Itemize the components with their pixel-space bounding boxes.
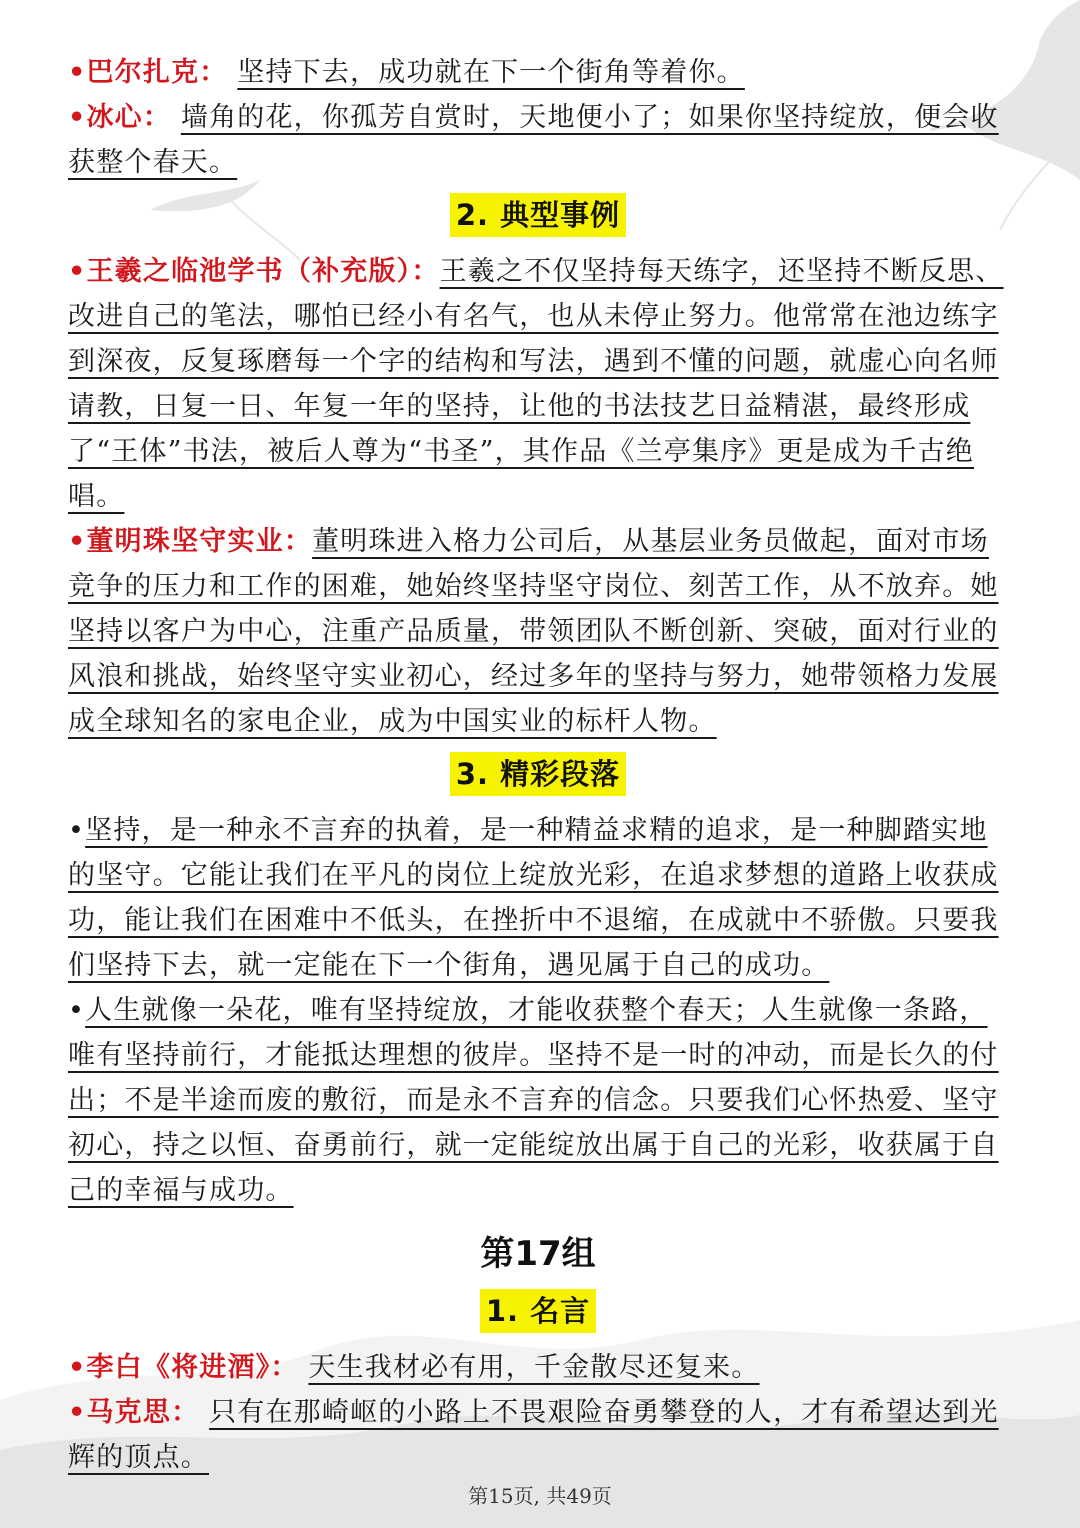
quote-balzac: •巴尔扎克： 坚持下去，成功就在下一个街角等着你。 bbox=[68, 57, 745, 88]
quote-bingxin: •冰心： 墙角的花，你孤芳自赏时，天地便小了；如果你坚持绽放，便会收获整个春天。 bbox=[68, 102, 999, 178]
quote-label: 马克思： bbox=[86, 1397, 200, 1428]
paragraph-text: 人生就像一朵花，唯有坚持绽放，才能收获整个春天；人生就像一条路，唯有坚持前行，才能抵达理想的彼岸。坚持不是一时的冲动，而是长久的付出；不是半途而废的敷衍，而是永不言弃的信念。只要我们心怀热爱、坚守初心，持之以恒、奋勇前行，就一定能绽放出属于自己的光彩，收获属于自己的幸福与成功。 bbox=[68, 995, 999, 1206]
group-title: 第17组 bbox=[480, 1234, 596, 1274]
example-dongmingzhu: •董明珠坚守实业：董明珠进入格力公司后，从基层业务员做起，面对市场竞争的压力和工作的困难，她始终坚持坚守岗位、刻苦工作，从不放弃。她坚持以客户为中心，注重产品质量，带领团队不断创新、突破，面对行业的风浪和挑战，始终坚守实业初心，经过多年的坚持与努力，她带领格力发展成全球知名的家电企业，成为中国实业的标杆人物。 bbox=[68, 526, 999, 737]
quote-text: 坚持下去，成功就在下一个街角等着你。 bbox=[237, 57, 745, 88]
paragraph-2: •人生就像一朵花，唯有坚持绽放，才能收获整个春天；人生就像一条路，唯有坚持前行，才能抵达理想的彼岸。坚持不是一时的冲动，而是长久的付出；不是半途而废的敷衍，而是永不言弃的信念。只要我们心怀热爱、坚守初心，持之以恒、奋勇前行，就一定能绽放出属于自己的光彩，收获属于自己的幸福与成功。 bbox=[68, 995, 999, 1206]
example-wangxizhi: •王羲之临池学书（补充版）：王羲之不仅坚持每天练字，还坚持不断反思、改进自己的笔法，哪怕已经小有名气，也从未停止努力。他常常在池边练字到深夜，反复琢磨每一个字的结构和写法，遇到不懂的问题，就虚心向名师请教，日复一日、年复一年的坚持，让他的书法技艺日益精湛，最终形成了“王体”书法，被后人尊为“书圣”，其作品《兰亭集序》更是成为千古绝唱。 bbox=[68, 256, 1004, 512]
quote-text: 天生我材必有用，千金散尽还复来。 bbox=[308, 1352, 760, 1383]
section-heading-quotes: 1. 名言 bbox=[480, 1289, 596, 1333]
paragraph-1: •坚持，是一种永不言弃的执着，是一种精益求精的追求，是一种脚踏实地的坚守。它能让我们在平凡的岗位上绽放光彩，在追求梦想的道路上收获成功，能让我们在困难中不低头，在挫折中不退缩，在成就中不骄傲。只要我们坚持下去，就一定能在下一个街角，遇见属于自己的成功。 bbox=[68, 815, 999, 981]
quote-text: 只有在那崎岖的小路上不畏艰险奋勇攀登的人，才有希望达到光辉的顶点。 bbox=[68, 1397, 999, 1473]
quote-text: 墙角的花，你孤芳自赏时，天地便小了；如果你坚持绽放，便会收获整个春天。 bbox=[68, 102, 999, 178]
paragraph-text: 坚持，是一种永不言弃的执着，是一种精益求精的追求，是一种脚踏实地的坚守。它能让我们在平凡的岗位上绽放光彩，在追求梦想的道路上收获成功，能让我们在困难中不低头，在挫折中不退缩，在成就中不骄傲。只要我们坚持下去，就一定能在下一个街角，遇见属于自己的成功。 bbox=[68, 815, 999, 981]
example-text: 董明珠进入格力公司后，从基层业务员做起，面对市场竞争的压力和工作的困难，她始终坚持坚守岗位、刻苦工作，从不放弃。她坚持以客户为中心，注重产品质量，带领团队不断创新、突破，面对行业的风浪和挑战，始终坚守实业初心，经过多年的坚持与努力，她带领格力发展成全球知名的家电企业，成为中国实业的标杆人物。 bbox=[68, 526, 999, 737]
section-heading-examples: 2. 典型事例 bbox=[450, 193, 626, 237]
section-heading-paragraphs: 3. 精彩段落 bbox=[450, 752, 626, 796]
quote-label: 李白《将进酒》： bbox=[86, 1352, 299, 1383]
page-footer: 第15页, 共49页 bbox=[468, 1484, 612, 1508]
page-content bbox=[68, 50, 1008, 1480]
example-text: 王羲之不仅坚持每天练字，还坚持不断反思、改进自己的笔法，哪怕已经小有名气，也从未停止努力。他常常在池边练字到深夜，反复琢磨每一个字的结构和写法，遇到不懂的问题，就虚心向名师请教，日复一日、年复一年的坚持，让他的书法技艺日益精湛，最终形成了“王体”书法，被后人尊为“书圣”，其作品《兰亭集序》更是成为千古绝唱。 bbox=[68, 256, 1004, 512]
example-label: 王羲之临池学书（补充版）： bbox=[86, 256, 440, 287]
example-label: 董明珠坚守实业： bbox=[86, 526, 313, 557]
quote-libai: •李白《将进酒》： 天生我材必有用，千金散尽还复来。 bbox=[68, 1352, 760, 1383]
quote-label: 冰心： bbox=[86, 102, 172, 133]
quote-marx: •马克思： 只有在那崎岖的小路上不畏艰险奋勇攀登的人，才有希望达到光辉的顶点。 bbox=[68, 1397, 999, 1473]
quote-label: 巴尔扎克： bbox=[86, 57, 228, 88]
